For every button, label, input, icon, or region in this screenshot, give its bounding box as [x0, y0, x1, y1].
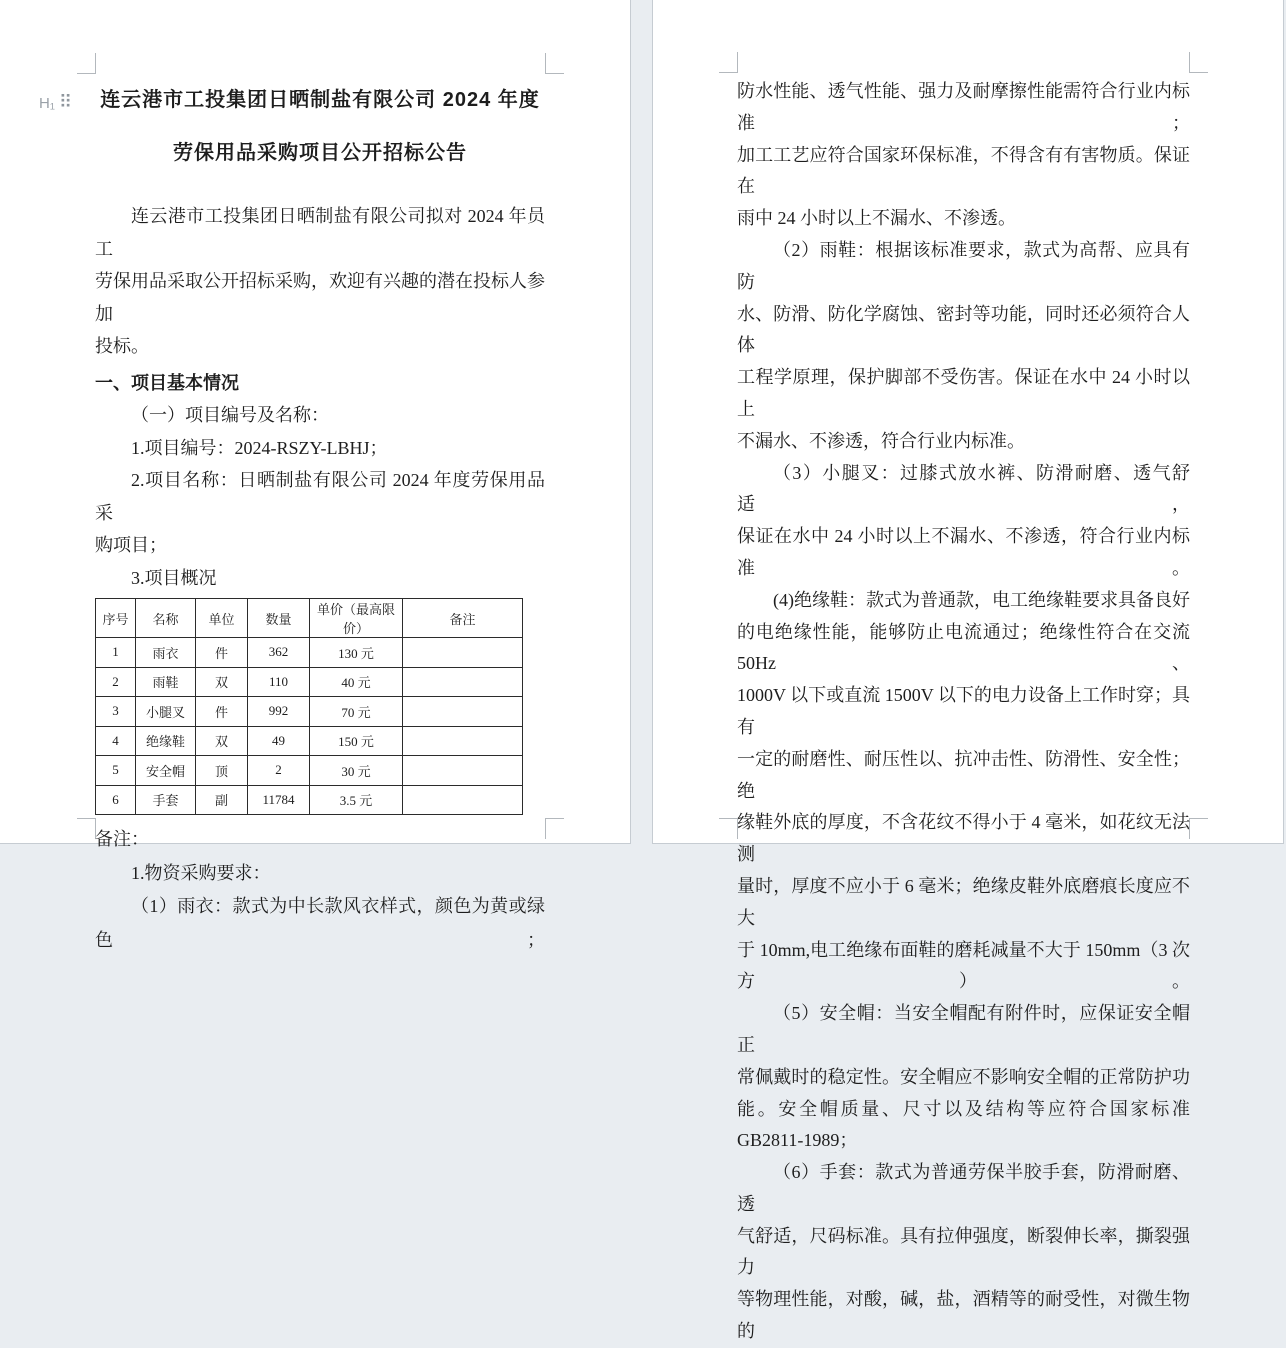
table-cell-qty: 362 — [248, 638, 310, 668]
table-cell-name: 雨鞋 — [136, 667, 196, 697]
table-cell-remark — [403, 638, 523, 668]
table-cell-qty: 110 — [248, 667, 310, 697]
table-cell-unit: 件 — [196, 638, 248, 668]
table-cell-name: 安全帽 — [136, 756, 196, 786]
text-line: GB2811-1989； — [737, 1130, 858, 1151]
table-body — [96, 638, 523, 815]
table-header-cell: 序号 — [96, 599, 136, 638]
table-cell-seq: 1 — [96, 638, 136, 668]
text-line: 的电绝缘性能，能够防止电流通过；绝缘性符合在交流 50Hz、 — [737, 621, 1190, 674]
page1-margin-mark-top-left — [77, 53, 96, 74]
page2-content[interactable] — [737, 76, 1190, 1348]
text-line: （3）小腿叉：过膝式放水裤、防滑耐磨、透气舒适， — [737, 462, 1190, 515]
text-line: 缘鞋外底的厚度，不含花纹不得小于 4 毫米，如花纹无法测 — [737, 812, 1190, 865]
text-line: 不漏水、不渗透，符合行业内标准。 — [737, 430, 1025, 451]
text-line: 购项目； — [95, 535, 167, 555]
table-cell-seq: 5 — [96, 756, 136, 786]
table-cell-remark — [403, 697, 523, 727]
text-line: （2）雨鞋：根据该标准要求，款式为高帮、应具有防 — [737, 239, 1190, 292]
table-row — [96, 756, 523, 786]
table-cell-remark — [403, 667, 523, 697]
text-line: (4)绝缘鞋：款式为普通款，电工绝缘鞋要求具备良好 — [773, 589, 1190, 610]
text-line: 气舒适，尺码标准。具有拉伸强度，断裂伸长率，撕裂强力 — [737, 1225, 1190, 1278]
text-line: 2.项目名称：日晒制盐有限公司 2024 年度劳保用品采 — [95, 470, 545, 523]
table-cell-price: 150 元 — [310, 726, 403, 756]
text-line: （一）项目编号及名称： — [131, 405, 329, 425]
table-cell-price: 130 元 — [310, 638, 403, 668]
page1-margin-mark-bottom-left — [77, 818, 96, 839]
page2-margin-mark-bottom-left — [719, 818, 738, 839]
page1-content[interactable] — [95, 74, 545, 957]
table-row — [96, 638, 523, 668]
table-cell-name: 手套 — [136, 785, 196, 815]
table-cell-remark — [403, 785, 523, 815]
text-line: （6）手套：款式为普通劳保半胶手套，防滑耐磨、透 — [737, 1162, 1190, 1214]
drag-handle-icon[interactable]: ⠿ — [59, 92, 71, 113]
text-line: 能。安全帽质量、尺寸以及结构等应符合国家标准 — [737, 1098, 1190, 1119]
table-cell-seq: 6 — [96, 785, 136, 815]
text-line: （1）雨衣：款式为中长款风衣样式，颜色为黄或绿色； — [95, 896, 545, 950]
table-cell-unit: 双 — [196, 667, 248, 697]
doc-title-line-1: 连云港市工投集团日晒制盐有限公司 2024 年度 — [100, 89, 540, 111]
table-cell-qty: 2 — [248, 756, 310, 786]
text-line: 1000V 以下或直流 1500V 以下的电力设备上工作时穿；具有 — [737, 685, 1190, 737]
text-line: 保证在水中 24 小时以上不漏水、不渗透，符合行业内标准。 — [737, 526, 1190, 578]
table-cell-unit: 双 — [196, 726, 248, 756]
text-line: 投标。 — [95, 336, 149, 356]
table-cell-name: 小腿叉 — [136, 697, 196, 727]
text-line: 劳保用品采取公开招标采购，欢迎有兴趣的潜在投标人参加 — [95, 271, 545, 324]
text-line: 1.项目编号：2024-RSZY-LBHJ； — [131, 437, 388, 458]
doc-title-line-2: 劳保用品采购项目公开招标公告 — [173, 142, 467, 164]
text-line: 3.项目概况 — [131, 567, 217, 588]
heading-level-badge[interactable]: H₁ — [39, 95, 55, 112]
text-line: 于 10mm,电工绝缘布面鞋的磨耗减量不大于 150mm（3 次方）。 — [737, 939, 1190, 992]
table-cell-price: 40 元 — [310, 667, 403, 697]
table-header-cell: 备注 — [403, 599, 523, 638]
table-header-row — [96, 599, 523, 638]
page2-margin-mark-bottom-right — [1189, 818, 1208, 839]
table-cell-seq: 4 — [96, 726, 136, 756]
table-cell-remark — [403, 726, 523, 756]
text-line: 雨中 24 小时以上不漏水、不渗透。 — [737, 208, 1016, 229]
table-cell-unit: 副 — [196, 785, 248, 815]
table-cell-seq: 2 — [96, 667, 136, 697]
table-cell-name: 绝缘鞋 — [136, 726, 196, 756]
text-line: 量时，厚度不应小于 6 毫米；绝缘皮鞋外底磨痕长度应不大 — [737, 875, 1190, 928]
table-cell-unit: 顶 — [196, 756, 248, 786]
table-header-cell: 单位 — [196, 599, 248, 638]
text-line: 常佩戴时的稳定性。安全帽应不影响安全帽的正常防护功 — [737, 1066, 1190, 1087]
table-cell-name: 雨衣 — [136, 638, 196, 668]
table-cell-price: 30 元 — [310, 756, 403, 786]
table-row — [96, 667, 523, 697]
table-cell-qty: 49 — [248, 726, 310, 756]
page2-margin-mark-top-right — [1189, 52, 1208, 73]
table-cell-remark — [403, 756, 523, 786]
text-line: 水、防滑、防化学腐蚀、密封等功能，同时还必须符合人体 — [737, 303, 1190, 356]
table-row — [96, 785, 523, 815]
text-line: 防水性能、透气性能、强力及耐摩擦性能需符合行业内标准； — [737, 81, 1190, 133]
page2-margin-mark-top-left — [719, 52, 738, 73]
table-cell-price: 70 元 — [310, 697, 403, 727]
project-items-table — [95, 598, 523, 815]
text-line: 连云港市工投集团日晒制盐有限公司拟对 2024 年员工 — [95, 206, 545, 259]
text-line: 工程学原理，保护脚部不受伤害。保证在水中 24 小时以上 — [737, 367, 1190, 419]
table-cell-qty: 992 — [248, 697, 310, 727]
table-row — [96, 697, 523, 727]
table-header-cell: 名称 — [136, 599, 196, 638]
page1-margin-mark-bottom-right — [545, 818, 564, 839]
text-line: 1.物资采购要求： — [131, 862, 271, 883]
table-cell-seq: 3 — [96, 697, 136, 727]
text-line: 加工工艺应符合国家环保标准，不得含有有害物质。保证在 — [737, 144, 1190, 197]
text-line: 一、项目基本情况 — [95, 372, 239, 393]
text-line: （5）安全帽：当安全帽配有附件时，应保证安全帽正 — [737, 1003, 1190, 1055]
table-header-cell: 单价（最高限价） — [310, 599, 403, 638]
table-row — [96, 726, 523, 756]
notes-paragraphs — [95, 823, 545, 957]
table-cell-unit: 件 — [196, 697, 248, 727]
text-line: 一定的耐磨性、耐压性以、抗冲击性、防滑性、安全性；绝 — [737, 748, 1190, 801]
table-header-cell: 数量 — [248, 599, 310, 638]
text-line: 等物理性能，对酸，碱，盐，酒精等的耐受性，对微生物的 — [737, 1289, 1190, 1342]
text-line: 备注： — [95, 829, 149, 849]
table-cell-price: 3.5 元 — [310, 785, 403, 815]
page1-margin-mark-top-right — [545, 53, 564, 74]
intro-paragraphs — [95, 200, 545, 594]
table-cell-qty: 11784 — [248, 785, 310, 815]
